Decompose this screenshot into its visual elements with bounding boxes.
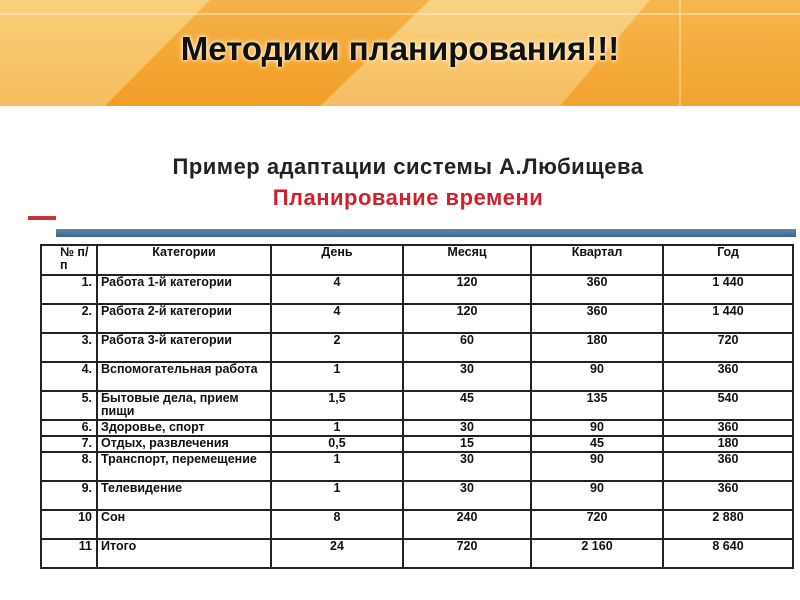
row-category: Здоровье, спорт	[97, 420, 271, 436]
table-row	[41, 391, 793, 420]
row-day: 1,5	[271, 391, 403, 420]
row-number: 1.	[41, 275, 97, 304]
row-month: 240	[403, 510, 531, 539]
table-row	[41, 481, 793, 510]
row-category: Сон	[97, 510, 271, 539]
page-title: Методики планирования!!!	[180, 30, 620, 67]
row-quarter: 2 160	[531, 539, 663, 568]
table-row	[41, 333, 793, 362]
row-year: 360	[663, 481, 793, 510]
row-month: 120	[403, 304, 531, 333]
row-number: 6.	[41, 420, 97, 436]
row-month: 30	[403, 481, 531, 510]
row-month: 60	[403, 333, 531, 362]
row-category: Телевидение	[97, 481, 271, 510]
table-row	[41, 510, 793, 539]
row-day: 1	[271, 452, 403, 481]
row-quarter: 135	[531, 391, 663, 420]
row-number: 7.	[41, 436, 97, 452]
row-year: 540	[663, 391, 793, 420]
row-number: 5.	[41, 391, 97, 420]
row-month: 45	[403, 391, 531, 420]
row-day: 1	[271, 481, 403, 510]
row-day: 1	[271, 362, 403, 391]
row-quarter: 720	[531, 510, 663, 539]
row-day: 0,5	[271, 436, 403, 452]
row-year: 360	[663, 420, 793, 436]
row-category: Итого	[97, 539, 271, 568]
column-header: Месяц	[403, 245, 531, 275]
row-year: 2 880	[663, 510, 793, 539]
table-row	[41, 539, 793, 568]
table-row	[41, 420, 793, 436]
row-month: 15	[403, 436, 531, 452]
row-category: Транспорт, перемещение	[97, 452, 271, 481]
row-quarter: 360	[531, 275, 663, 304]
row-month: 30	[403, 362, 531, 391]
column-header: День	[271, 245, 403, 275]
row-quarter: 90	[531, 362, 663, 391]
table-row	[41, 304, 793, 333]
row-category: Работа 1-й категории	[97, 275, 271, 304]
row-month: 30	[403, 420, 531, 436]
row-number: 4.	[41, 362, 97, 391]
row-category: Бытовые дела, прием пищи	[97, 391, 271, 420]
row-year: 1 440	[663, 275, 793, 304]
slide-title: Пример адаптации системы А.Любищева	[172, 154, 644, 179]
row-category: Вспомогательная работа	[97, 362, 271, 391]
row-quarter: 360	[531, 304, 663, 333]
row-month: 120	[403, 275, 531, 304]
table-row	[41, 436, 793, 452]
row-number: 2.	[41, 304, 97, 333]
row-year: 180	[663, 436, 793, 452]
table-row	[41, 275, 793, 304]
table-header-row	[41, 245, 793, 275]
row-day: 4	[271, 304, 403, 333]
row-category: Работа 3-й категории	[97, 333, 271, 362]
accent-bar	[28, 216, 56, 220]
row-day: 2	[271, 333, 403, 362]
row-number: 9.	[41, 481, 97, 510]
row-number: 8.	[41, 452, 97, 481]
row-quarter: 180	[531, 333, 663, 362]
row-month: 30	[403, 452, 531, 481]
table-row	[41, 452, 793, 481]
row-day: 4	[271, 275, 403, 304]
time-planning-table	[40, 244, 794, 569]
row-quarter: 90	[531, 452, 663, 481]
slide-subtitle: Планирование времени	[272, 185, 544, 210]
row-quarter: 90	[531, 481, 663, 510]
column-header: № п/п	[41, 245, 97, 275]
table-row	[41, 362, 793, 391]
row-day: 8	[271, 510, 403, 539]
row-year: 8 640	[663, 539, 793, 568]
row-category: Работа 2-й категории	[97, 304, 271, 333]
row-number: 11	[41, 539, 97, 568]
row-number: 10	[41, 510, 97, 539]
column-header: Категории	[97, 245, 271, 275]
row-year: 360	[663, 452, 793, 481]
column-header: Год	[663, 245, 793, 275]
row-year: 720	[663, 333, 793, 362]
row-day: 24	[271, 539, 403, 568]
column-header: Квартал	[531, 245, 663, 275]
divider-bar	[56, 229, 796, 237]
row-year: 1 440	[663, 304, 793, 333]
row-year: 360	[663, 362, 793, 391]
row-category: Отдых, развлечения	[97, 436, 271, 452]
row-number: 3.	[41, 333, 97, 362]
row-month: 720	[403, 539, 531, 568]
row-quarter: 45	[531, 436, 663, 452]
row-quarter: 90	[531, 420, 663, 436]
row-day: 1	[271, 420, 403, 436]
